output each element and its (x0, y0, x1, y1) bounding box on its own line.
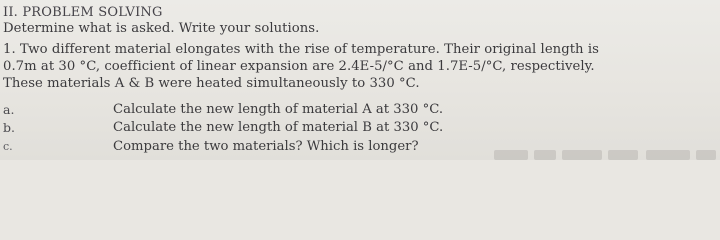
item-text: Calculate the new length of material A at 330 °C. (113, 102, 444, 117)
instruction-text: Determine what is asked. Write your solutions. (3, 21, 320, 36)
question-item-a (0, 102, 720, 118)
question-item-b (0, 120, 720, 136)
problem-line-2: 0.7m at 30 °C, coefficient of linear expansion are 2.4E-5/°C and 1.7E-5/°C, respectively. (3, 59, 595, 74)
item-marker: a. (3, 102, 15, 117)
cut-off-next-line (488, 146, 720, 160)
item-text: Calculate the new length of material B at 330 °C. (113, 120, 444, 135)
item-marker: b. (3, 120, 15, 135)
problem-line-1: 1. Two different material elongates with the rise of temperature. Their original length is (3, 42, 599, 57)
problem-line-3: These materials A & B were heated simultaneously to 330 °C. (3, 76, 420, 91)
section-heading: II. PROBLEM SOLVING (3, 5, 163, 20)
item-marker: c. (3, 140, 13, 153)
item-text: Compare the two materials? Which is longer? (113, 139, 419, 154)
